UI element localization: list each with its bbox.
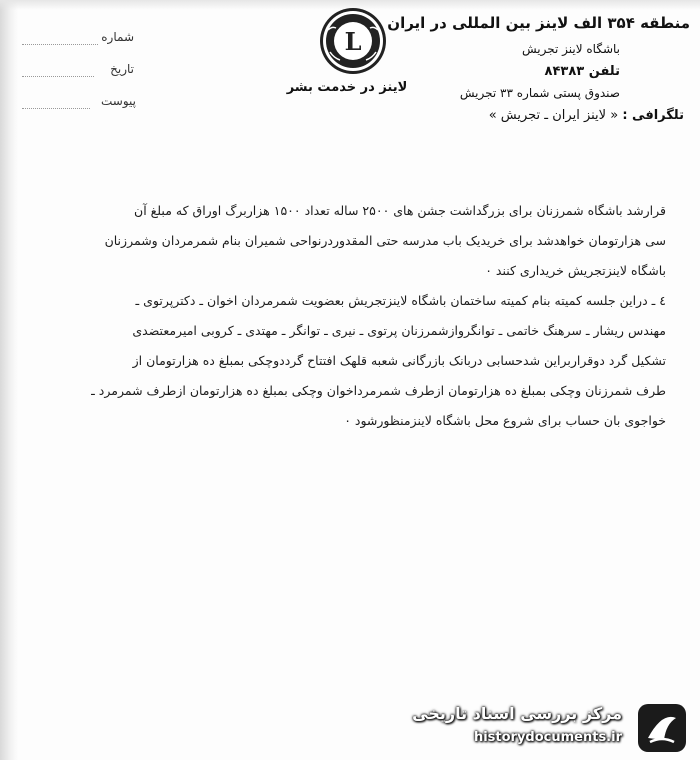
- club-name: باشگاه لاینز تجریش: [521, 42, 620, 56]
- lions-club-emblem-icon: [318, 6, 388, 76]
- svg-text:L: L: [344, 27, 362, 56]
- number-label: شماره: [101, 30, 134, 44]
- body-line: طرف شمرزنان وچکی بمبلغ ده هزارتومان ازطرف شمرمرداخوان وچکی بمبلغ ده هزارتومان ازطرف شمرمرد ـ: [91, 383, 666, 398]
- number-line: [22, 44, 98, 45]
- date-line: [22, 76, 94, 77]
- lions-motto: لاینز در خدمت بشر: [286, 80, 408, 95]
- watermark: [402, 700, 692, 754]
- phone-number: تلفن ۸۴۳۸۳: [544, 64, 620, 79]
- body-line: باشگاه لاینزتجریش خریداری کنند ٠: [485, 263, 666, 278]
- body-line: مهندس ریشار ـ سرهنگ خاتمی ـ توانگروازشمرزنان پرتوی ـ نیری ـ توانگر ـ مهتدی ـ کروبی امیرمعتضدی: [132, 323, 666, 338]
- history-documents-logo-icon: [636, 702, 688, 754]
- body-line: سی هزارتومان خواهدشد برای خریدیک باب مدرسه حتی المقدوردرنواحی شمیران بنام شمرمردان وشمرزنان: [104, 233, 666, 248]
- po-box: صندوق پستی شماره ۳۳ تجریش: [459, 86, 620, 100]
- telegraph-address: [489, 108, 684, 123]
- scan-edge-shading: [0, 0, 18, 760]
- attachment-line: [22, 108, 90, 109]
- letter-body: [48, 196, 666, 436]
- date-label: تاریخ: [110, 62, 134, 76]
- body-line: ٤ ـ دراین جلسه کمیته بنام کمیته ساختمان باشگاه لاینزتجریش بعضویت شمرمردان اخوان ـ دکترپرتوی ـ: [135, 293, 666, 308]
- watermark-url: historydocuments.ir: [473, 730, 622, 745]
- telegraph-value: « لاینز ایران ـ تجریش »: [488, 108, 619, 123]
- district-title: منطقه ۳۵۴ الف لاینز بین المللی در ایران: [387, 14, 690, 32]
- body-line: قرارشد باشگاه شمرزنان برای بزرگداشت جشن های ۲۵۰۰ ساله تعداد ۱۵۰۰ هزاربرگ اوراق که مبلغ آن: [134, 203, 666, 218]
- telegraph-label: تلگرافی :: [622, 108, 684, 123]
- body-line: خواجوی بان حساب برای شروع محل باشگاه لاینزمنظورشود ٠: [344, 413, 666, 428]
- watermark-title: مرکز بررسی اسناد تاریخی: [412, 704, 622, 723]
- attachment-label: پیوست: [101, 94, 136, 108]
- body-line: تشکیل گرد دوقراربراین شدحسابی دربانک بازرگانی شعبه قلهک افتتاح گرددوچکی بمبلغ ده هزارتومان از: [132, 353, 666, 368]
